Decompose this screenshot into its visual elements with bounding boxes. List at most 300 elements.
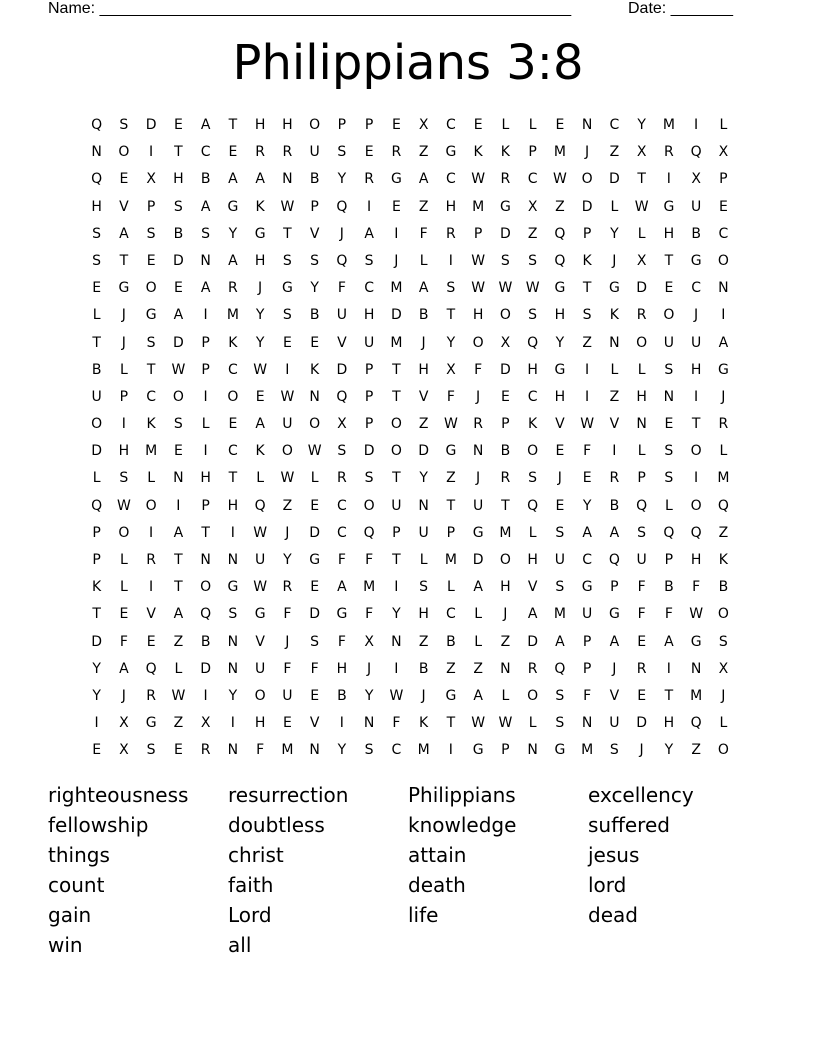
grid-letter[interactable]: G (499, 198, 511, 215)
grid-letter[interactable]: Q (690, 715, 702, 732)
grid-letter[interactable]: P (201, 361, 210, 378)
grid-letter[interactable]: O (527, 687, 539, 704)
grid-letter[interactable]: W (634, 198, 649, 215)
grid-letter[interactable]: U (554, 552, 565, 568)
grid-letter[interactable]: G (145, 715, 157, 732)
grid-letter[interactable]: S (119, 117, 129, 133)
grid-letter[interactable]: M (226, 307, 239, 324)
grid-letter[interactable]: O (390, 416, 402, 433)
grid-letter[interactable]: B (691, 225, 701, 242)
grid-letter[interactable]: T (119, 252, 129, 269)
grid-letter[interactable]: P (501, 742, 510, 759)
grid-letter[interactable]: N (200, 252, 211, 269)
grid-letter[interactable]: M (690, 687, 703, 704)
grid-letter[interactable]: L (610, 361, 619, 378)
grid-letter[interactable]: A (718, 334, 729, 351)
grid-letter[interactable]: Q (91, 171, 103, 188)
grid-letter[interactable]: L (637, 361, 646, 378)
grid-letter[interactable]: C (609, 117, 620, 133)
grid-letter[interactable]: E (473, 117, 483, 133)
grid-letter[interactable]: U (582, 606, 593, 623)
grid-letter[interactable]: B (418, 307, 429, 324)
grid-letter[interactable]: M (472, 198, 485, 215)
grid-letter[interactable]: Z (446, 470, 456, 487)
grid-letter[interactable]: D (172, 252, 184, 269)
grid-letter[interactable]: K (92, 579, 102, 596)
grid-letter[interactable]: S (337, 144, 347, 161)
grid-letter[interactable]: K (419, 715, 429, 732)
grid-letter[interactable]: S (173, 198, 183, 215)
grid-letter[interactable]: S (500, 252, 510, 269)
grid-letter[interactable]: P (501, 416, 510, 433)
grid-letter[interactable]: O (690, 443, 702, 460)
grid-letter[interactable]: O (499, 552, 511, 568)
grid-letter[interactable]: J (394, 252, 399, 269)
grid-letter[interactable]: A (582, 524, 592, 541)
grid-letter[interactable]: I (448, 252, 453, 269)
grid-letter[interactable]: L (119, 552, 128, 568)
grid-letter[interactable]: G (145, 307, 157, 324)
grid-letter[interactable]: I (121, 416, 126, 433)
grid-letter[interactable]: K (146, 416, 156, 433)
grid-letter[interactable]: B (664, 579, 674, 596)
grid-letter[interactable]: H (200, 470, 211, 487)
grid-letter[interactable]: C (391, 742, 402, 759)
grid-letter[interactable]: A (255, 171, 265, 188)
grid-letter[interactable]: Y (392, 606, 401, 623)
grid-letter[interactable]: E (310, 497, 320, 514)
grid-letter[interactable]: D (363, 443, 375, 460)
grid-letter[interactable]: B (91, 361, 102, 378)
grid-letter[interactable]: R (636, 660, 647, 677)
grid-letter[interactable]: Y (637, 117, 646, 133)
grid-letter[interactable]: G (309, 552, 321, 568)
grid-letter[interactable]: Y (255, 334, 265, 351)
grid-letter[interactable]: D (200, 660, 212, 677)
grid-letter[interactable]: Z (555, 198, 565, 215)
grid-letter[interactable]: T (501, 497, 510, 514)
grid-letter[interactable]: X (446, 361, 456, 378)
grid-letter[interactable]: A (364, 225, 374, 242)
grid-letter[interactable]: S (228, 606, 238, 623)
grid-letter[interactable]: O (172, 388, 184, 405)
grid-letter[interactable]: W (689, 606, 704, 623)
grid-letter[interactable]: N (391, 633, 402, 650)
grid-letter[interactable]: T (392, 470, 401, 487)
grid-letter[interactable]: T (228, 470, 238, 487)
grid-letter[interactable]: N (472, 443, 484, 460)
grid-letter[interactable]: U (255, 660, 266, 677)
grid-letter[interactable]: C (336, 524, 347, 541)
grid-letter[interactable]: Z (418, 198, 429, 215)
grid-letter[interactable]: L (310, 470, 319, 487)
grid-letter[interactable]: T (637, 171, 646, 188)
grid-letter[interactable]: G (581, 579, 593, 596)
grid-letter[interactable]: B (418, 660, 429, 677)
grid-letter[interactable]: E (555, 117, 565, 133)
grid-letter[interactable]: D (418, 443, 430, 460)
grid-letter[interactable]: T (664, 687, 674, 704)
grid-letter[interactable]: M (363, 579, 376, 596)
grid-letter[interactable]: H (690, 552, 702, 568)
grid-letter[interactable]: Z (609, 388, 620, 405)
grid-letter[interactable]: E (282, 334, 292, 351)
grid-letter[interactable]: G (554, 280, 566, 297)
grid-letter[interactable]: R (200, 742, 211, 759)
grid-letter[interactable]: P (582, 633, 592, 650)
grid-letter[interactable]: D (91, 633, 103, 650)
grid-letter[interactable]: Y (555, 334, 565, 351)
grid-letter[interactable]: N (527, 742, 538, 759)
grid-letter[interactable]: W (253, 524, 268, 541)
grid-letter[interactable]: G (472, 524, 484, 541)
grid-letter[interactable]: N (173, 470, 184, 487)
grid-letter[interactable]: F (583, 443, 592, 460)
grid-letter[interactable]: P (473, 225, 483, 242)
grid-letter[interactable]: H (636, 388, 647, 405)
grid-letter[interactable]: S (146, 225, 156, 242)
grid-letter[interactable]: E (228, 416, 238, 433)
grid-letter[interactable]: E (391, 198, 401, 215)
grid-letter[interactable]: P (610, 579, 619, 596)
grid-letter[interactable]: F (119, 633, 128, 650)
grid-letter[interactable]: U (473, 497, 484, 514)
grid-letter[interactable]: Y (419, 470, 428, 487)
grid-letter[interactable]: O (254, 687, 266, 704)
grid-letter[interactable]: J (721, 687, 726, 704)
grid-letter[interactable]: I (149, 524, 154, 541)
grid-letter[interactable]: T (446, 307, 456, 324)
grid-letter[interactable]: H (363, 307, 375, 324)
grid-letter[interactable]: S (92, 252, 102, 269)
grid-letter[interactable]: D (581, 198, 593, 215)
grid-letter[interactable]: J (694, 307, 699, 324)
grid-letter[interactable]: O (309, 117, 321, 133)
grid-letter[interactable]: Y (664, 742, 674, 759)
grid-letter[interactable]: H (418, 606, 429, 623)
grid-letter[interactable]: K (255, 443, 265, 460)
grid-letter[interactable]: Y (446, 334, 456, 351)
grid-letter[interactable]: J (339, 225, 344, 242)
grid-letter[interactable]: G (445, 144, 457, 161)
grid-letter[interactable]: L (119, 579, 128, 596)
grid-letter[interactable]: D (608, 171, 620, 188)
grid-letter[interactable]: F (337, 633, 346, 650)
grid-letter[interactable]: J (121, 334, 126, 351)
grid-letter[interactable]: U (282, 416, 293, 433)
grid-letter[interactable]: A (119, 660, 129, 677)
grid-letter[interactable]: A (200, 198, 211, 215)
grid-letter[interactable]: S (92, 225, 102, 242)
grid-letter[interactable]: W (471, 252, 486, 269)
grid-letter[interactable]: N (282, 171, 293, 188)
grid-letter[interactable]: I (694, 388, 699, 405)
grid-letter[interactable]: S (528, 470, 538, 487)
grid-letter[interactable]: D (172, 334, 184, 351)
grid-letter[interactable]: Q (145, 660, 157, 677)
grid-letter[interactable]: S (282, 307, 292, 324)
grid-letter[interactable]: F (365, 552, 374, 568)
grid-letter[interactable]: X (119, 742, 129, 759)
grid-letter[interactable]: O (390, 443, 402, 460)
grid-letter[interactable]: P (92, 524, 101, 541)
grid-letter[interactable]: Q (336, 252, 348, 269)
grid-letter[interactable]: H (472, 307, 484, 324)
grid-letter[interactable]: J (121, 687, 126, 704)
grid-letter[interactable]: P (364, 416, 374, 433)
grid-letter[interactable]: C (336, 497, 347, 514)
grid-letter[interactable]: D (309, 524, 321, 541)
grid-letter[interactable]: U (418, 524, 429, 541)
grid-letter[interactable]: L (256, 470, 265, 487)
grid-letter[interactable]: D (91, 443, 103, 460)
grid-letter[interactable]: J (721, 388, 726, 405)
grid-letter[interactable]: T (146, 361, 156, 378)
grid-letter[interactable]: W (307, 443, 322, 460)
grid-letter[interactable]: M (553, 606, 566, 623)
grid-letter[interactable]: O (690, 497, 702, 514)
grid-letter[interactable]: J (421, 334, 426, 351)
grid-letter[interactable]: E (637, 687, 647, 704)
grid-letter[interactable]: L (719, 715, 728, 732)
grid-letter[interactable]: Q (254, 497, 266, 514)
grid-letter[interactable]: N (609, 334, 620, 351)
grid-letter[interactable]: N (718, 280, 729, 297)
grid-letter[interactable]: W (498, 715, 513, 732)
grid-letter[interactable]: P (528, 144, 537, 161)
grid-letter[interactable]: S (609, 742, 619, 759)
grid-letter[interactable]: O (227, 388, 239, 405)
grid-letter[interactable]: L (528, 524, 537, 541)
grid-letter[interactable]: H (500, 579, 511, 596)
grid-letter[interactable]: V (255, 633, 265, 650)
grid-letter[interactable]: I (285, 361, 290, 378)
grid-letter[interactable]: L (501, 117, 510, 133)
grid-letter[interactable]: G (336, 606, 348, 623)
grid-letter[interactable]: M (499, 524, 512, 541)
grid-letter[interactable]: S (310, 633, 320, 650)
grid-letter[interactable]: P (719, 171, 728, 188)
grid-letter[interactable]: S (664, 443, 674, 460)
grid-letter[interactable]: C (718, 225, 729, 242)
grid-letter[interactable]: G (254, 225, 266, 242)
grid-letter[interactable]: C (227, 361, 238, 378)
grid-letter[interactable]: Q (91, 497, 103, 514)
grid-letter[interactable]: F (637, 579, 646, 596)
grid-letter[interactable]: P (364, 117, 374, 133)
grid-letter[interactable]: F (637, 606, 646, 623)
grid-letter[interactable]: H (554, 307, 566, 324)
grid-letter[interactable]: E (282, 715, 292, 732)
grid-letter[interactable]: J (639, 742, 644, 759)
grid-letter[interactable]: A (609, 524, 620, 541)
grid-letter[interactable]: E (637, 633, 647, 650)
grid-letter[interactable]: W (280, 388, 295, 405)
grid-letter[interactable]: B (200, 171, 211, 188)
grid-letter[interactable]: A (173, 307, 184, 324)
grid-letter[interactable]: P (92, 552, 101, 568)
grid-letter[interactable]: H (663, 715, 675, 732)
grid-letter[interactable]: X (718, 660, 729, 677)
grid-letter[interactable]: D (336, 361, 348, 378)
grid-letter[interactable]: U (691, 334, 702, 351)
grid-letter[interactable]: W (389, 687, 404, 704)
grid-letter[interactable]: O (717, 742, 729, 759)
grid-letter[interactable]: G (445, 443, 457, 460)
grid-letter[interactable]: Y (310, 280, 319, 297)
name-field-label[interactable]: Name: _____________________________________________________ (48, 0, 572, 17)
grid-letter[interactable]: I (149, 144, 154, 161)
grid-letter[interactable]: N (690, 660, 702, 677)
grid-letter[interactable]: N (200, 552, 211, 568)
grid-letter[interactable]: G (554, 742, 566, 759)
grid-letter[interactable]: J (476, 388, 481, 405)
grid-letter[interactable]: X (200, 715, 211, 732)
grid-letter[interactable]: S (364, 742, 374, 759)
grid-letter[interactable]: T (174, 579, 183, 596)
grid-letter[interactable]: Y (582, 497, 592, 514)
grid-letter[interactable]: R (500, 470, 511, 487)
grid-letter[interactable]: N (363, 715, 375, 732)
grid-letter[interactable]: I (149, 579, 154, 596)
grid-letter[interactable]: I (694, 117, 699, 133)
grid-letter[interactable]: S (119, 470, 129, 487)
grid-letter[interactable]: J (557, 470, 562, 487)
grid-letter[interactable]: O (363, 497, 375, 514)
grid-letter[interactable]: H (663, 225, 675, 242)
grid-letter[interactable]: Z (691, 742, 701, 759)
grid-letter[interactable]: E (310, 687, 320, 704)
grid-letter[interactable]: Q (554, 252, 566, 269)
grid-letter[interactable]: O (145, 497, 157, 514)
grid-letter[interactable]: A (473, 687, 483, 704)
grid-letter[interactable]: C (227, 443, 238, 460)
grid-letter[interactable]: S (555, 579, 565, 596)
grid-letter[interactable]: X (119, 715, 129, 732)
grid-letter[interactable]: N (636, 416, 647, 433)
grid-letter[interactable]: I (448, 742, 453, 759)
grid-letter[interactable]: O (717, 252, 729, 269)
grid-letter[interactable]: R (282, 579, 293, 596)
grid-letter[interactable]: S (364, 470, 374, 487)
grid-letter[interactable]: B (309, 171, 320, 188)
grid-letter[interactable]: H (527, 361, 538, 378)
grid-letter[interactable]: U (691, 198, 702, 215)
grid-letter[interactable]: L (201, 416, 210, 433)
grid-letter[interactable]: W (253, 361, 268, 378)
grid-letter[interactable]: H (254, 715, 266, 732)
grid-letter[interactable]: N (309, 388, 320, 405)
grid-letter[interactable]: L (419, 252, 428, 269)
grid-letter[interactable]: A (418, 280, 429, 297)
grid-letter[interactable]: K (582, 252, 592, 269)
grid-letter[interactable]: L (92, 307, 101, 324)
grid-letter[interactable]: U (364, 334, 375, 351)
grid-letter[interactable]: F (283, 660, 292, 677)
grid-letter[interactable]: I (203, 307, 208, 324)
grid-letter[interactable]: U (255, 552, 266, 568)
grid-letter[interactable]: L (719, 117, 728, 133)
grid-letter[interactable]: W (525, 280, 540, 297)
grid-letter[interactable]: L (637, 225, 646, 242)
grid-letter[interactable]: S (582, 307, 592, 324)
grid-letter[interactable]: C (445, 171, 456, 188)
date-field-label[interactable]: Date: _______ (628, 0, 733, 17)
grid-letter[interactable]: C (364, 280, 375, 297)
grid-letter[interactable]: L (92, 470, 101, 487)
grid-letter[interactable]: M (390, 280, 403, 297)
grid-letter[interactable]: G (472, 742, 484, 759)
grid-letter[interactable]: J (585, 144, 590, 161)
grid-letter[interactable]: E (582, 470, 592, 487)
grid-letter[interactable]: W (171, 687, 186, 704)
grid-letter[interactable]: N (500, 660, 511, 677)
grid-letter[interactable]: O (200, 579, 212, 596)
grid-letter[interactable]: W (471, 171, 486, 188)
grid-letter[interactable]: O (472, 334, 484, 351)
grid-letter[interactable]: E (555, 497, 565, 514)
grid-letter[interactable]: J (421, 687, 426, 704)
grid-letter[interactable]: G (663, 198, 675, 215)
grid-letter[interactable]: Z (527, 225, 538, 242)
grid-letter[interactable]: T (228, 117, 238, 133)
grid-letter[interactable]: S (201, 225, 211, 242)
grid-letter[interactable]: U (609, 715, 620, 732)
grid-letter[interactable]: I (612, 443, 617, 460)
grid-letter[interactable]: Q (554, 225, 566, 242)
grid-letter[interactable]: E (146, 252, 156, 269)
grid-letter[interactable]: A (255, 416, 265, 433)
grid-letter[interactable]: H (554, 388, 566, 405)
grid-letter[interactable]: R (718, 416, 729, 433)
grid-letter[interactable]: D (472, 552, 484, 568)
grid-letter[interactable]: B (309, 307, 320, 324)
grid-letter[interactable]: A (228, 252, 238, 269)
grid-letter[interactable]: P (119, 388, 129, 405)
grid-letter[interactable]: R (446, 225, 456, 242)
grid-letter[interactable]: F (337, 280, 346, 297)
grid-letter[interactable]: T (392, 388, 401, 405)
grid-letter[interactable]: T (92, 334, 101, 351)
grid-letter[interactable]: O (717, 606, 729, 623)
grid-letter[interactable]: K (228, 334, 238, 351)
grid-letter[interactable]: F (692, 579, 701, 596)
grid-letter[interactable]: E (391, 117, 401, 133)
grid-letter[interactable]: M (145, 443, 158, 460)
grid-letter[interactable]: Z (446, 660, 456, 677)
grid-letter[interactable]: D (145, 117, 157, 133)
grid-letter[interactable]: E (364, 144, 374, 161)
grid-letter[interactable]: B (173, 225, 184, 242)
grid-letter[interactable]: Q (690, 144, 702, 161)
grid-letter[interactable]: Q (336, 198, 348, 215)
grid-letter[interactable]: O (281, 443, 293, 460)
grid-letter[interactable]: N (227, 633, 239, 650)
grid-letter[interactable]: M (444, 552, 457, 568)
grid-letter[interactable]: Q (608, 552, 620, 568)
grid-letter[interactable]: O (118, 524, 130, 541)
grid-letter[interactable]: C (527, 171, 538, 188)
grid-letter[interactable]: U (663, 334, 674, 351)
grid-letter[interactable]: M (553, 144, 566, 161)
grid-letter[interactable]: I (230, 715, 235, 732)
grid-letter[interactable]: V (337, 334, 347, 351)
grid-letter[interactable]: A (228, 171, 238, 188)
grid-letter[interactable]: M (281, 742, 294, 759)
grid-letter[interactable]: V (527, 579, 538, 596)
grid-letter[interactable]: L (528, 715, 537, 732)
grid-letter[interactable]: X (500, 334, 511, 351)
